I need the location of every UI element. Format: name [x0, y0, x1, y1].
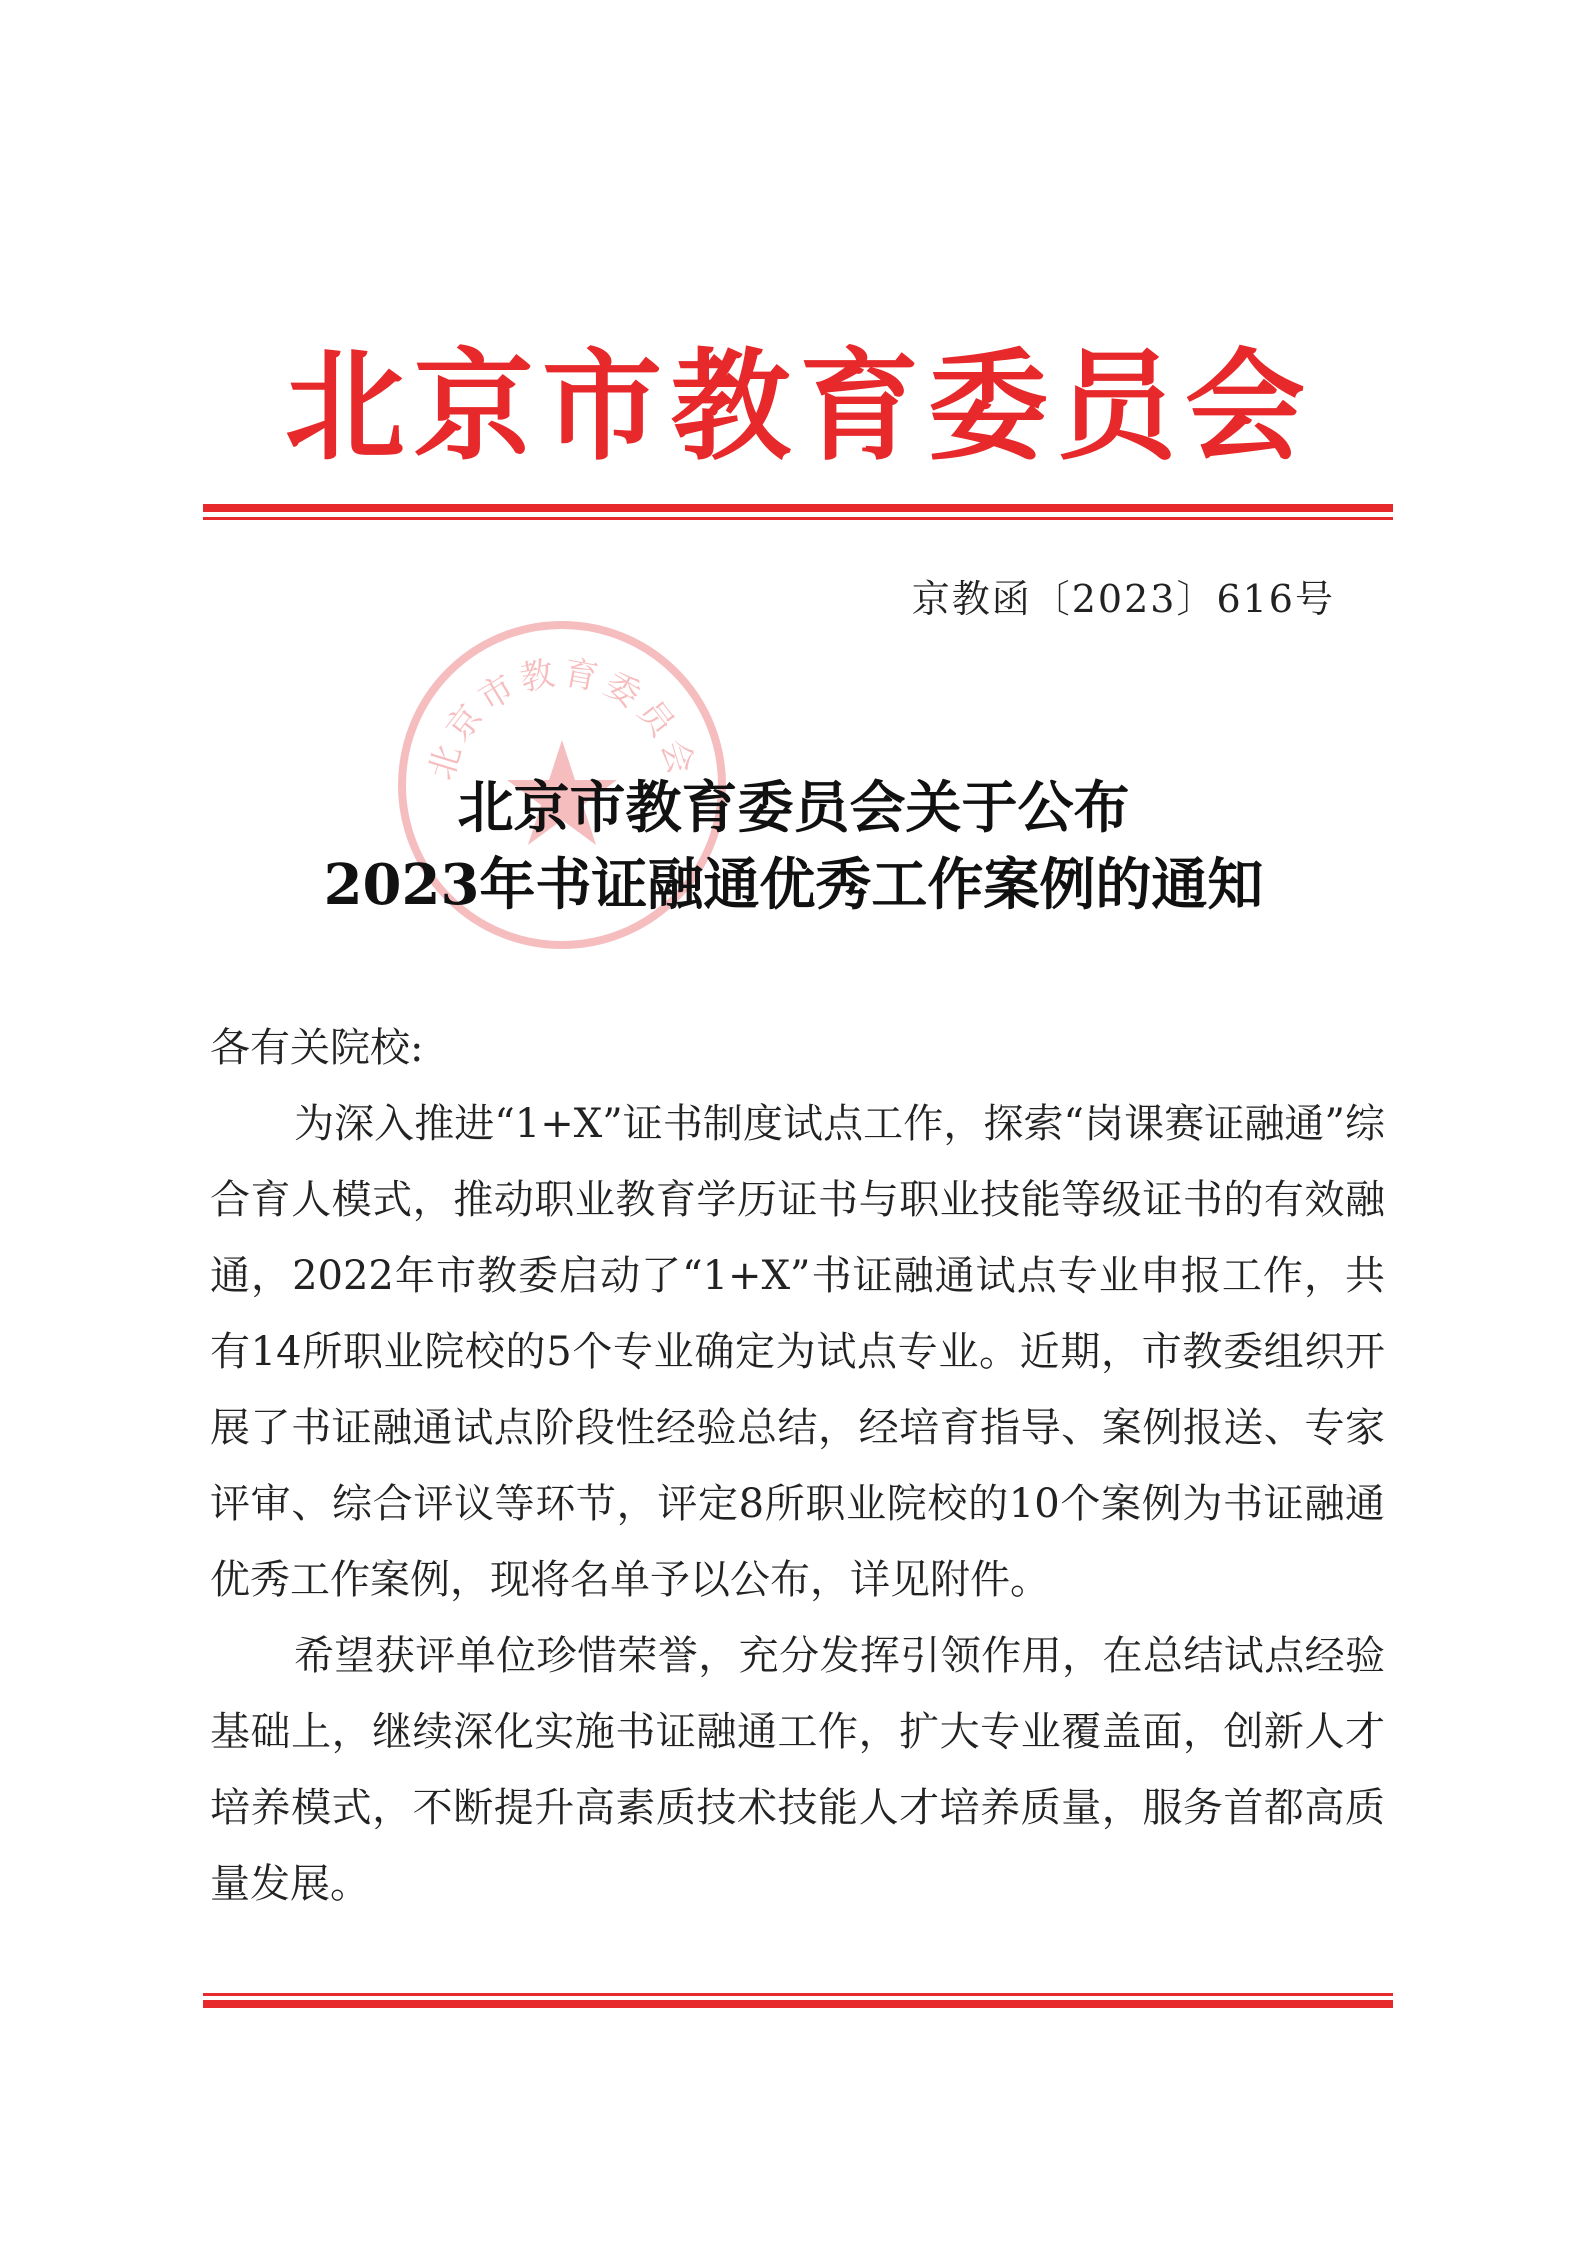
document-number: 京教函〔2023〕616号 — [911, 577, 1335, 621]
masthead-char: 委 — [927, 338, 1048, 477]
masthead-char: 育 — [799, 338, 920, 477]
svg-text:北京市教育委员会 — [421, 653, 702, 785]
document-title-line-1: 北京市教育委员会关于公布 — [457, 775, 1130, 841]
masthead-rule-thick — [203, 504, 1393, 512]
masthead-char: 会 — [1184, 338, 1305, 477]
footer-rule-thick — [203, 2000, 1393, 2008]
masthead-char: 京 — [413, 338, 534, 477]
masthead-rule-thin — [203, 517, 1393, 520]
masthead-char: 教 — [670, 338, 791, 477]
masthead-char: 市 — [542, 338, 663, 477]
body-paragraph-1: 为深入推进“1+X”证书制度试点工作，探索“岗课赛证融通”综合育人模式，推动职业教育学历证书与职业技能等级证书的有效融通，2022年市教委启动了“1+X”书证融通试点专业申报工作，共有14所职业院校的5个专业确定为试点专业。近期，市教委组织开展了书证融通试点阶段性经验总结，经培育指导、案例报送、专家评审、综合评议等环节，评定8所职业院校的10个案例为书证融通优秀工作案例，现将名单予以公布，详见附件。 — [210, 1101, 1385, 1603]
footer-rule-thin — [203, 1993, 1393, 1996]
masthead-char: 员 — [1056, 338, 1177, 477]
masthead — [285, 338, 1305, 478]
body-paragraph-2: 希望获评单位珍惜荣誉，充分发挥引领作用，在总结试点经验基础上，继续深化实施书证融通工作，扩大专业覆盖面，创新人才培养模式，不断提升高素质技术技能人才培养质量，服务首都高质量发展。 — [210, 1633, 1385, 1907]
document-title-line-2: 2023年书证融通优秀工作案例的通知 — [323, 852, 1264, 918]
salutation: 各有关院校: — [210, 1025, 424, 1071]
document-body — [210, 1010, 1385, 1922]
masthead-char: 北 — [285, 338, 405, 477]
seal-inscription: 北京市教育委员会 — [421, 652, 703, 785]
